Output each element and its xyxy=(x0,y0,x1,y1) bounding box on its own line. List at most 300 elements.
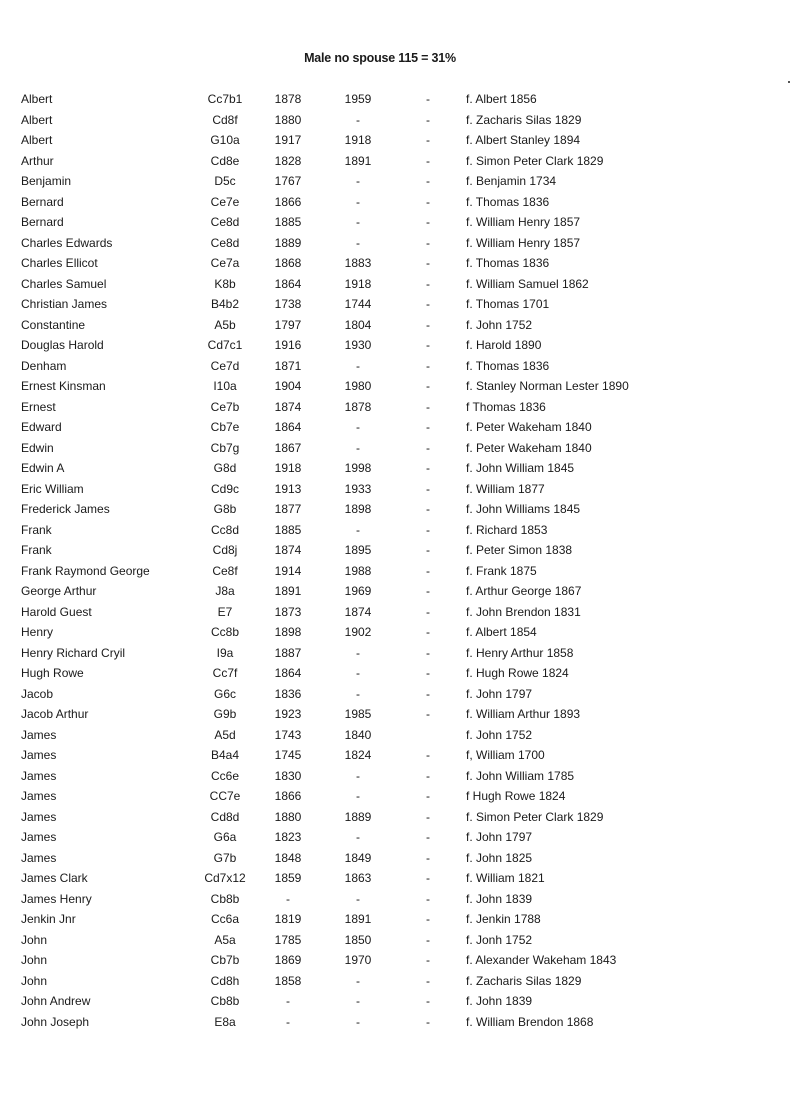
death-year: - xyxy=(356,420,360,434)
table-row xyxy=(0,932,800,953)
table-row xyxy=(0,993,800,1014)
death-year: - xyxy=(356,358,360,373)
reference-code: Cd8f xyxy=(212,112,238,127)
spouse-marker: - xyxy=(426,481,430,496)
table-row xyxy=(0,460,800,481)
reference-code: Cb7e xyxy=(210,420,240,434)
person-name: James Clark xyxy=(21,871,88,885)
father-info: f. Benjamin 1734 xyxy=(466,174,557,188)
birth-year: 1874 xyxy=(274,399,302,414)
person-name: Christian James xyxy=(21,297,108,311)
death-year: 1918 xyxy=(344,276,372,291)
birth-year: 1923 xyxy=(274,707,302,721)
father-info: f. Albert 1856 xyxy=(466,92,537,106)
table-row xyxy=(0,317,800,338)
spouse-marker: - xyxy=(426,92,430,106)
father-info: f. John William 1785 xyxy=(466,768,575,783)
spouse-marker: - xyxy=(426,194,430,209)
reference-code: A5b xyxy=(214,317,236,332)
father-info: f. John 1752 xyxy=(466,317,533,332)
reference-code: A5a xyxy=(214,932,236,947)
birth-year: 1917 xyxy=(274,133,302,147)
table-row xyxy=(0,747,800,768)
death-year: 1895 xyxy=(344,543,372,557)
death-year: 1985 xyxy=(344,707,372,721)
birth-year: 1877 xyxy=(274,502,302,516)
table-row xyxy=(0,850,800,871)
birth-year: 1797 xyxy=(274,317,302,332)
death-year: 1891 xyxy=(344,153,372,168)
birth-year: 1864 xyxy=(274,420,302,434)
birth-year: 1880 xyxy=(274,112,302,127)
table-row xyxy=(0,194,800,215)
father-info: f. Albert 1854 xyxy=(466,625,537,639)
birth-year: 1913 xyxy=(274,481,302,496)
table-row xyxy=(0,91,800,112)
death-year: 1918 xyxy=(344,133,372,147)
reference-code: E7 xyxy=(217,604,233,619)
spouse-marker: - xyxy=(426,399,430,414)
death-year: 1883 xyxy=(344,256,372,270)
birth-year: 1918 xyxy=(274,461,302,475)
birth-year: 1864 xyxy=(274,666,302,680)
table-row xyxy=(0,604,800,625)
death-year: 1863 xyxy=(344,871,372,885)
birth-year: 1885 xyxy=(274,522,302,537)
father-info: f Thomas 1836 xyxy=(466,399,546,414)
death-year: 1998 xyxy=(344,461,372,475)
father-info: f. Peter Wakeham 1840 xyxy=(466,440,592,455)
spouse-marker: - xyxy=(426,891,430,906)
birth-year: 1867 xyxy=(274,440,302,455)
reference-code: Ce7e xyxy=(210,194,240,209)
spouse-marker: - xyxy=(426,830,430,844)
spouse-marker: - xyxy=(426,440,430,455)
spouse-marker: - xyxy=(426,584,430,598)
table-row xyxy=(0,809,800,830)
reference-code: Cd9c xyxy=(210,481,239,496)
person-name: Benjamin xyxy=(21,174,72,188)
spouse-marker: - xyxy=(426,297,430,311)
birth-year: 1878 xyxy=(274,92,302,106)
father-info: f. Peter Simon 1838 xyxy=(466,543,573,557)
death-year: - xyxy=(356,522,360,537)
person-name: John xyxy=(21,973,48,988)
person-name: James xyxy=(21,789,57,803)
person-name: James Henry xyxy=(21,891,92,906)
death-year: 1840 xyxy=(344,727,372,742)
person-name: Harold Guest xyxy=(21,604,92,619)
death-year: - xyxy=(356,686,360,701)
spouse-marker: - xyxy=(426,338,430,352)
spouse-marker: - xyxy=(426,133,430,147)
table-row xyxy=(0,358,800,379)
death-year: - xyxy=(356,768,360,783)
table-row xyxy=(0,522,800,543)
person-name: Douglas Harold xyxy=(21,338,104,352)
father-info: f. John 1839 xyxy=(466,891,533,906)
spouse-marker: - xyxy=(426,563,430,578)
father-info: f. Frank 1875 xyxy=(466,563,537,578)
father-info: f. Peter Wakeham 1840 xyxy=(466,420,592,434)
table-row xyxy=(0,173,800,194)
person-name: James xyxy=(21,748,57,762)
table-row xyxy=(0,378,800,399)
reference-code: A5d xyxy=(214,727,236,742)
birth-year: 1887 xyxy=(274,645,302,660)
person-name: Constantine xyxy=(21,317,86,332)
father-info: f. Henry Arthur 1858 xyxy=(466,645,574,660)
spouse-marker: - xyxy=(426,276,430,291)
table-row xyxy=(0,727,800,748)
father-info: f. William Henry 1857 xyxy=(466,235,581,250)
spouse-marker: - xyxy=(426,502,430,516)
father-info: f. John Brendon 1831 xyxy=(466,604,581,619)
reference-code: Cd8j xyxy=(212,543,238,557)
father-info: f Hugh Rowe 1824 xyxy=(466,789,566,803)
scan-speck xyxy=(788,81,790,83)
table-row xyxy=(0,768,800,789)
birth-year: 1745 xyxy=(274,748,302,762)
person-name: James xyxy=(21,727,57,742)
person-name: Ernest Kinsman xyxy=(21,379,106,393)
table-row xyxy=(0,440,800,461)
spouse-marker: - xyxy=(426,604,430,619)
reference-code: B4a4 xyxy=(210,748,240,762)
spouse-marker: - xyxy=(426,789,430,803)
spouse-marker: - xyxy=(426,522,430,537)
father-info: f. John 1797 xyxy=(466,830,533,844)
table-row xyxy=(0,132,800,153)
birth-year: 1889 xyxy=(274,235,302,250)
table-row xyxy=(0,481,800,502)
death-year: 1969 xyxy=(344,584,372,598)
table-row xyxy=(0,399,800,420)
person-name: Frederick James xyxy=(21,502,110,516)
reference-code: Ce7d xyxy=(210,358,240,373)
reference-code: Cb8b xyxy=(210,891,240,906)
birth-year: 1871 xyxy=(274,358,302,373)
reference-code: G6c xyxy=(213,686,236,701)
reference-code: B4b2 xyxy=(210,297,240,311)
reference-code: Cd8h xyxy=(210,973,240,988)
reference-code: Cc8b xyxy=(210,625,239,639)
reference-code: G8d xyxy=(213,461,237,475)
father-info: f. William Brendon 1868 xyxy=(466,1014,594,1029)
birth-year: 1880 xyxy=(274,809,302,824)
father-info: f. Thomas 1701 xyxy=(466,297,550,311)
birth-year: 1916 xyxy=(274,338,302,352)
spouse-marker: - xyxy=(426,625,430,639)
table-row xyxy=(0,788,800,809)
father-info: f. Hugh Rowe 1824 xyxy=(466,666,569,680)
father-info: f. Simon Peter Clark 1829 xyxy=(466,809,604,824)
reference-code: I10a xyxy=(213,379,237,393)
death-year: 1824 xyxy=(344,748,372,762)
table-row xyxy=(0,153,800,174)
father-info: f. Thomas 1836 xyxy=(466,358,550,373)
death-year: - xyxy=(356,973,360,988)
death-year: - xyxy=(356,666,360,680)
table-row xyxy=(0,337,800,358)
reference-code: E8a xyxy=(214,1014,236,1029)
spouse-marker: - xyxy=(426,153,430,168)
person-name: James xyxy=(21,768,57,783)
spouse-marker: - xyxy=(426,461,430,475)
reference-code: Cc8d xyxy=(210,522,239,537)
birth-year: 1891 xyxy=(274,584,302,598)
birth-year: - xyxy=(286,891,290,906)
death-year: - xyxy=(356,215,360,229)
spouse-marker: - xyxy=(426,543,430,557)
person-name: Bernard xyxy=(21,215,64,229)
spouse-marker: - xyxy=(426,215,430,229)
spouse-marker: - xyxy=(426,256,430,270)
person-name: Charles Edwards xyxy=(21,235,113,250)
person-name: Charles Samuel xyxy=(21,276,107,291)
person-name: James xyxy=(21,850,57,865)
person-name: Eric William xyxy=(21,481,84,496)
reference-code: Cd8d xyxy=(210,809,240,824)
reference-code: Cc7f xyxy=(212,666,238,680)
death-year: 1849 xyxy=(344,850,372,865)
reference-code: CC7e xyxy=(209,789,241,803)
person-name: Frank xyxy=(21,543,52,557)
person-name: Denham xyxy=(21,358,67,373)
table-row xyxy=(0,583,800,604)
birth-year: 1767 xyxy=(274,174,302,188)
table-row xyxy=(0,624,800,645)
person-name: Jacob Arthur xyxy=(21,707,89,721)
father-info: f. Harold 1890 xyxy=(466,338,542,352)
spouse-marker: - xyxy=(426,932,430,947)
table-row xyxy=(0,276,800,297)
reference-code: I9a xyxy=(216,645,234,660)
person-name: James xyxy=(21,830,57,844)
death-year: - xyxy=(356,830,360,844)
person-name: Frank Raymond George xyxy=(21,563,150,578)
father-info: f. Stanley Norman Lester 1890 xyxy=(466,379,629,393)
death-year: 1804 xyxy=(344,317,372,332)
father-info: f. Simon Peter Clark 1829 xyxy=(466,153,604,168)
death-year: 1878 xyxy=(344,399,372,414)
father-info: f. William Henry 1857 xyxy=(466,215,581,229)
birth-year: 1904 xyxy=(274,379,302,393)
birth-year: 1858 xyxy=(274,973,302,988)
birth-year: 1743 xyxy=(274,727,302,742)
spouse-marker: - xyxy=(426,174,430,188)
table-row xyxy=(0,911,800,932)
table-row xyxy=(0,829,800,850)
death-year: - xyxy=(356,645,360,660)
death-year: 1930 xyxy=(344,338,372,352)
reference-code: J8a xyxy=(215,584,235,598)
page-title: Male no spouse 115 = 31% xyxy=(304,51,456,65)
person-name: Edward xyxy=(21,420,62,434)
death-year: - xyxy=(356,994,360,1008)
records-table xyxy=(0,91,800,1034)
death-year: 1744 xyxy=(344,297,372,311)
person-name: Henry Richard Cryil xyxy=(21,645,126,660)
father-info: f. Jenkin 1788 xyxy=(466,912,541,926)
table-row xyxy=(0,952,800,973)
death-year: 1898 xyxy=(344,502,372,516)
reference-code: G9b xyxy=(213,707,237,721)
spouse-marker: - xyxy=(426,748,430,762)
spouse-marker: - xyxy=(426,379,430,393)
person-name: John Joseph xyxy=(21,1014,90,1029)
reference-code: Ce8f xyxy=(212,563,238,578)
death-year: 1980 xyxy=(344,379,372,393)
death-year: 1891 xyxy=(344,912,372,926)
father-info: f. William 1821 xyxy=(466,871,545,885)
person-name: Charles Ellicot xyxy=(21,256,98,270)
birth-year: 1866 xyxy=(274,194,302,209)
death-year: - xyxy=(356,891,360,906)
person-name: Edwin A xyxy=(21,461,65,475)
father-info: f. John 1797 xyxy=(466,686,533,701)
birth-year: - xyxy=(286,1014,290,1029)
reference-code: Cd7c1 xyxy=(207,338,243,352)
table-row xyxy=(0,891,800,912)
spouse-marker: - xyxy=(426,420,430,434)
death-year: 1959 xyxy=(344,92,372,106)
table-row xyxy=(0,563,800,584)
spouse-marker: - xyxy=(426,686,430,701)
father-info: f. Jonh 1752 xyxy=(466,932,533,947)
reference-code: Ce8d xyxy=(210,215,240,229)
spouse-marker: - xyxy=(426,358,430,373)
spouse-marker: - xyxy=(426,994,430,1008)
table-row xyxy=(0,665,800,686)
birth-year: 1785 xyxy=(274,932,302,947)
death-year: 1850 xyxy=(344,932,372,947)
table-row xyxy=(0,235,800,256)
table-row xyxy=(0,419,800,440)
reference-code: G7b xyxy=(213,850,237,865)
birth-year: 1830 xyxy=(274,768,302,783)
father-info: f. John 1752 xyxy=(466,727,533,742)
person-name: Ernest xyxy=(21,399,56,414)
table-row xyxy=(0,214,800,235)
spouse-marker: - xyxy=(426,1014,430,1029)
reference-code: Ce8d xyxy=(210,235,240,250)
birth-year: 1869 xyxy=(274,953,302,967)
person-name: Jacob xyxy=(21,686,54,701)
spouse-marker: - xyxy=(426,707,430,721)
birth-year: 1738 xyxy=(274,297,302,311)
person-name: John xyxy=(21,953,48,967)
birth-year: 1828 xyxy=(274,153,302,168)
table-row xyxy=(0,296,800,317)
reference-code: Cb7g xyxy=(210,440,240,455)
father-info: f. Thomas 1836 xyxy=(466,194,550,209)
spouse-marker: - xyxy=(426,973,430,988)
spouse-marker: - xyxy=(426,912,430,926)
birth-year: 1823 xyxy=(274,830,302,844)
person-name: Arthur xyxy=(21,153,54,168)
reference-code: Cb8b xyxy=(210,994,240,1008)
spouse-marker: - xyxy=(426,112,430,127)
spouse-marker: - xyxy=(426,666,430,680)
person-name: Hugh Rowe xyxy=(21,666,84,680)
reference-code: K8b xyxy=(214,276,236,291)
father-info: f. Zacharis Silas 1829 xyxy=(466,112,582,127)
birth-year: 1819 xyxy=(274,912,302,926)
father-info: f. William 1877 xyxy=(466,481,545,496)
reference-code: Cb7b xyxy=(210,953,240,967)
person-name: Jenkin Jnr xyxy=(21,912,76,926)
reference-code: Ce7a xyxy=(210,256,240,270)
birth-year: 1836 xyxy=(274,686,302,701)
father-info: f. John 1825 xyxy=(466,850,533,865)
father-info: f. John 1839 xyxy=(466,994,533,1008)
birth-year: 1914 xyxy=(274,563,302,578)
table-row xyxy=(0,973,800,994)
father-info: f. John William 1845 xyxy=(466,461,575,475)
table-row xyxy=(0,112,800,133)
person-name: Henry xyxy=(21,625,54,639)
birth-year: 1874 xyxy=(274,543,302,557)
birth-year: 1864 xyxy=(274,276,302,291)
table-row xyxy=(0,706,800,727)
death-year: - xyxy=(356,440,360,455)
death-year: 1902 xyxy=(344,625,372,639)
spouse-marker: - xyxy=(426,953,430,967)
father-info: f. Alexander Wakeham 1843 xyxy=(466,953,617,967)
reference-code: Cc7b1 xyxy=(207,92,243,106)
death-year: - xyxy=(356,235,360,250)
death-year: - xyxy=(356,1014,360,1029)
death-year: 1889 xyxy=(344,809,372,824)
reference-code: Cc6e xyxy=(210,768,239,783)
person-name: James xyxy=(21,809,57,824)
person-name: Albert xyxy=(21,133,53,147)
reference-code: G8b xyxy=(213,502,237,516)
table-row xyxy=(0,542,800,563)
table-row xyxy=(0,255,800,276)
person-name: Albert xyxy=(21,92,53,106)
father-info: f. Albert Stanley 1894 xyxy=(466,133,581,147)
father-info: f. Arthur George 1867 xyxy=(466,584,582,598)
birth-year: 1868 xyxy=(274,256,302,270)
reference-code: D5c xyxy=(214,174,236,188)
person-name: Frank xyxy=(21,522,52,537)
death-year: 1988 xyxy=(344,563,372,578)
reference-code: Cd8e xyxy=(210,153,240,168)
spouse-marker: - xyxy=(426,645,430,660)
birth-year: 1898 xyxy=(274,625,302,639)
father-info: f. John Williams 1845 xyxy=(466,502,581,516)
table-row xyxy=(0,870,800,891)
spouse-marker: - xyxy=(426,809,430,824)
death-year: - xyxy=(356,789,360,803)
spouse-marker: - xyxy=(426,235,430,250)
reference-code: G6a xyxy=(213,830,237,844)
death-year: 1970 xyxy=(344,953,372,967)
birth-year: 1859 xyxy=(274,871,302,885)
person-name: John xyxy=(21,932,48,947)
spouse-marker: - xyxy=(426,768,430,783)
person-name: Bernard xyxy=(21,194,64,209)
death-year: 1874 xyxy=(344,604,372,619)
person-name: George Arthur xyxy=(21,584,97,598)
reference-code: Cd7x12 xyxy=(204,871,246,885)
death-year: 1933 xyxy=(344,481,372,496)
reference-code: Cc6a xyxy=(210,912,239,926)
table-row xyxy=(0,645,800,666)
spouse-marker: - xyxy=(426,871,430,885)
